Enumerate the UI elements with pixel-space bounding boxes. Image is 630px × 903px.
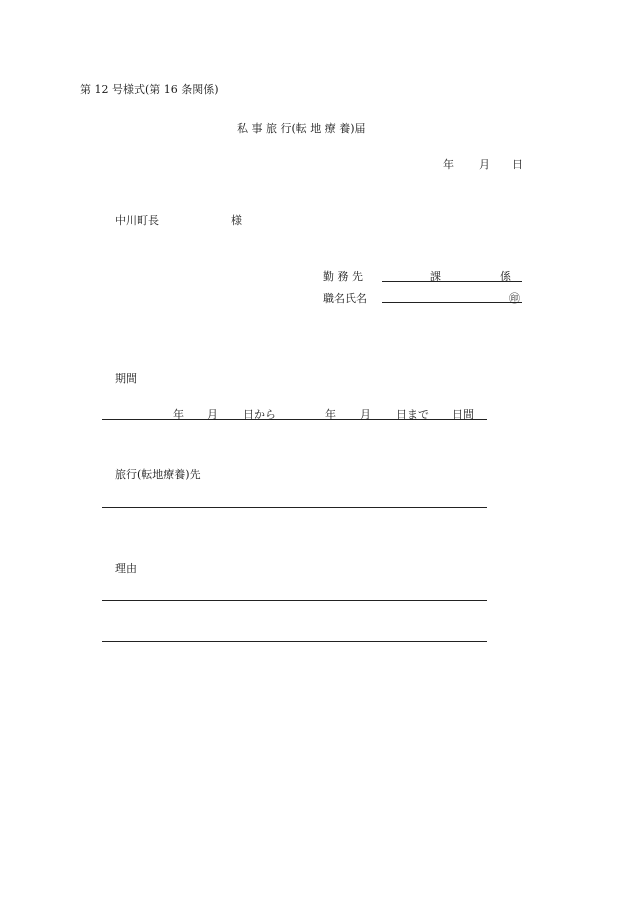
- document-title: 私 事 旅 行(転 地 療 養)届: [237, 122, 366, 135]
- form-number: 第 12 号様式(第 16 条関係): [80, 83, 219, 96]
- period-until-label: 日まで: [396, 408, 429, 421]
- period-year-2: 年: [325, 408, 336, 421]
- section-label: 課: [430, 270, 441, 283]
- reason-heading: 理由: [115, 562, 137, 575]
- name-label: 職名氏名: [323, 292, 367, 305]
- period-underline[interactable]: [102, 419, 487, 420]
- date-year-label: 年: [443, 158, 454, 171]
- period-heading: 期間: [115, 372, 137, 385]
- reason-underline-2[interactable]: [102, 641, 487, 642]
- workplace-underline[interactable]: [382, 281, 522, 282]
- period-days-label: 日間: [452, 408, 474, 421]
- addressee-honorific: 様: [231, 214, 242, 227]
- period-from-label: 日から: [243, 408, 276, 421]
- destination-heading: 旅行(転地療養)先: [115, 468, 201, 481]
- period-year-1: 年: [173, 408, 184, 421]
- destination-underline[interactable]: [102, 507, 487, 508]
- seal-mark: ㊞: [509, 292, 520, 305]
- period-month-1: 月: [207, 408, 218, 421]
- workplace-label: 勤 務 先: [323, 270, 363, 283]
- subsection-label: 係: [500, 270, 511, 283]
- date-month-label: 月: [479, 158, 490, 171]
- period-month-2: 月: [360, 408, 371, 421]
- addressee-name: 中川町長: [115, 214, 159, 227]
- name-underline[interactable]: [382, 302, 522, 303]
- date-day-label: 日: [512, 158, 523, 171]
- reason-underline-1[interactable]: [102, 600, 487, 601]
